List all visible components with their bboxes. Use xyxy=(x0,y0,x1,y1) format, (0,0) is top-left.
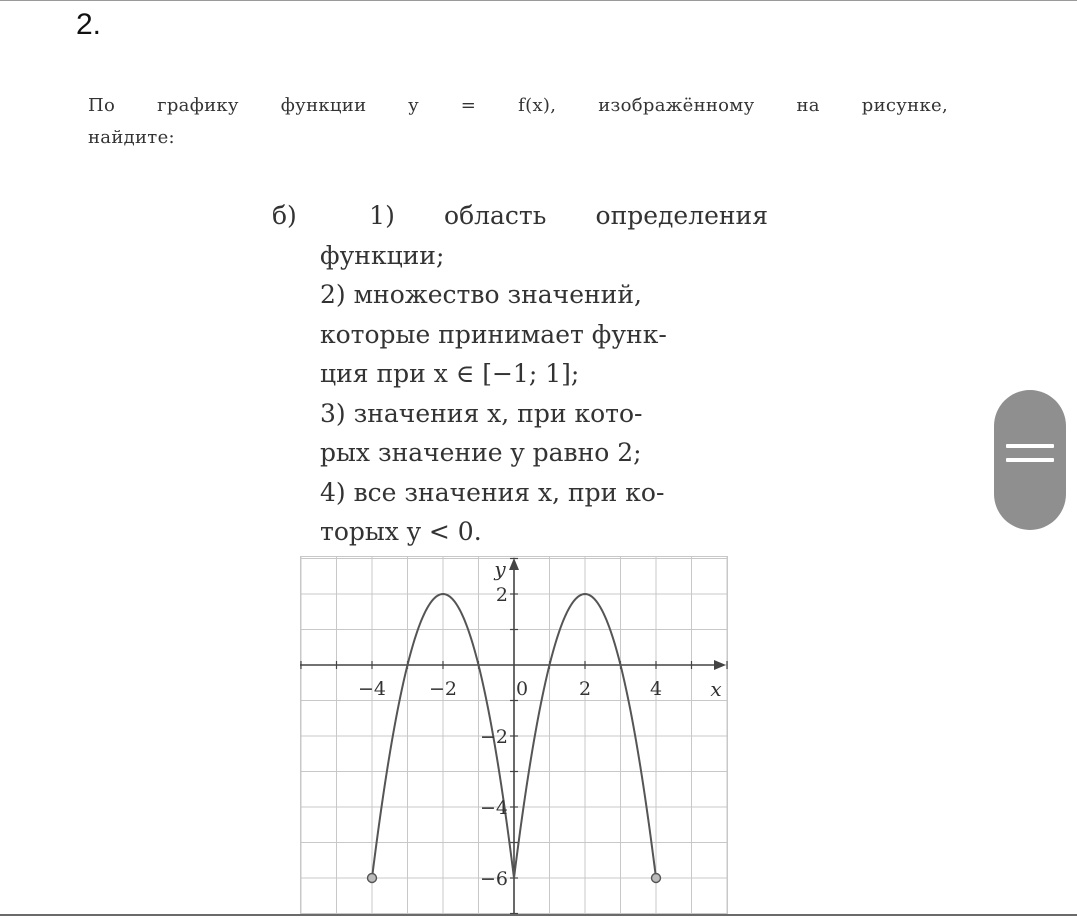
scroll-handle[interactable] xyxy=(994,390,1066,530)
x-tick-label: −4 xyxy=(357,678,387,700)
y-tick-label: −6 xyxy=(479,868,508,890)
task-b xyxy=(272,196,768,552)
drag-handle-icon-top xyxy=(1006,444,1054,448)
intro-line-1: По графику функции y = f(x), изображённому на рисунке, xyxy=(88,95,948,116)
endpoint-dot xyxy=(652,874,661,883)
endpoint-dot xyxy=(368,874,377,883)
y-tick-label: −4 xyxy=(479,797,508,819)
item3-line-1: 3) значения x, при кото- xyxy=(320,398,643,428)
item4-line-2: торых y < 0. xyxy=(320,517,482,546)
item1-number: 1) xyxy=(369,201,395,230)
item2-line-3: ция при x ∈ [−1; 1]; xyxy=(320,359,580,388)
x-axis-arrow xyxy=(714,660,726,670)
task-line-1 xyxy=(272,196,768,236)
bottom-divider xyxy=(0,914,1077,916)
x-tick-label: 2 xyxy=(578,678,592,700)
x-tick-label: 0 xyxy=(515,678,529,700)
y-tick-label: 2 xyxy=(495,584,508,606)
y-tick-label: −2 xyxy=(479,726,508,748)
top-divider xyxy=(0,0,1077,1)
intro-line-2: найдите: xyxy=(88,127,175,148)
item4-line-1: 4) все значения x, при ко- xyxy=(320,477,665,507)
item3-line-2: рых значение y равно 2; xyxy=(320,438,642,467)
task-label: б) xyxy=(272,201,297,230)
y-axis-arrow xyxy=(509,558,519,570)
item2-line-2: которые принимает функ- xyxy=(320,319,667,349)
x-axis-label: x xyxy=(710,677,722,701)
x-tick-label: 4 xyxy=(649,678,663,700)
problem-number: 2. xyxy=(76,8,102,41)
item2-line-1: 2) множество значений, xyxy=(320,280,642,309)
problem-intro xyxy=(88,90,948,154)
y-axis-label: y xyxy=(494,557,506,581)
drag-handle-icon-bottom xyxy=(1006,458,1054,462)
item1-text: область определения xyxy=(444,201,768,230)
item1-line-2: функции; xyxy=(320,240,445,270)
function-graph xyxy=(300,556,728,916)
x-tick-label: −2 xyxy=(428,678,458,700)
